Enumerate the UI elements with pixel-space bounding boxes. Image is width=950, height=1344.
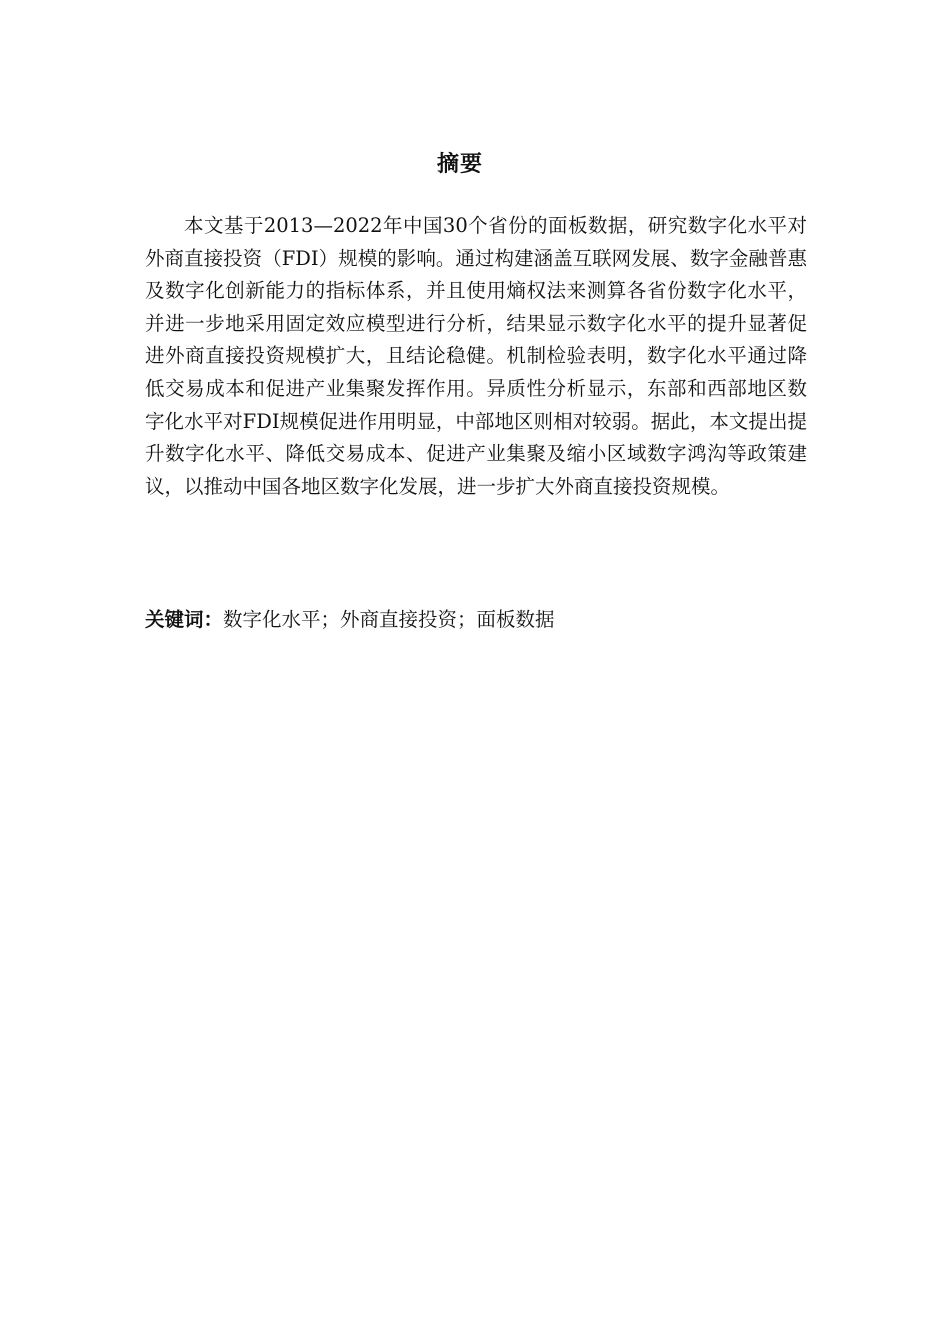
abstract-paragraph: 本文基于2013—2022年中国30个省份的面板数据，研究数字化水平对外商直接投资（FDI）规模的影响。通过构建涵盖互联网发展、数字金融普惠及数字化创新能力的指标体系，并且使用熵权法来测算各省份数字化水平，并进一步地采用固定效应模型进行分析，结果显示数字化水平的提升显著促进外商直接投资规模扩大，且结论稳健。机制检验表明，数字化水平通过降低交易成本和促进产业集聚发挥作用。异质性分析显示，东部和西部地区数字化水平对FDI规模促进作用明显，中部地区则相对较弱。据此，本文提出提升数字化水平、降低交易成本、促进产业集聚及缩小区域数字鸿沟等政策建议，以推动中国各地区数字化发展，进一步扩大外商直接投资规模。	[145, 214, 807, 498]
keywords-text: 数字化水平；外商直接投资；面板数据	[223, 608, 555, 631]
keywords-label: 关键词：	[145, 608, 224, 631]
page-title: 摘要	[436, 152, 483, 177]
keywords-line	[145, 604, 807, 636]
